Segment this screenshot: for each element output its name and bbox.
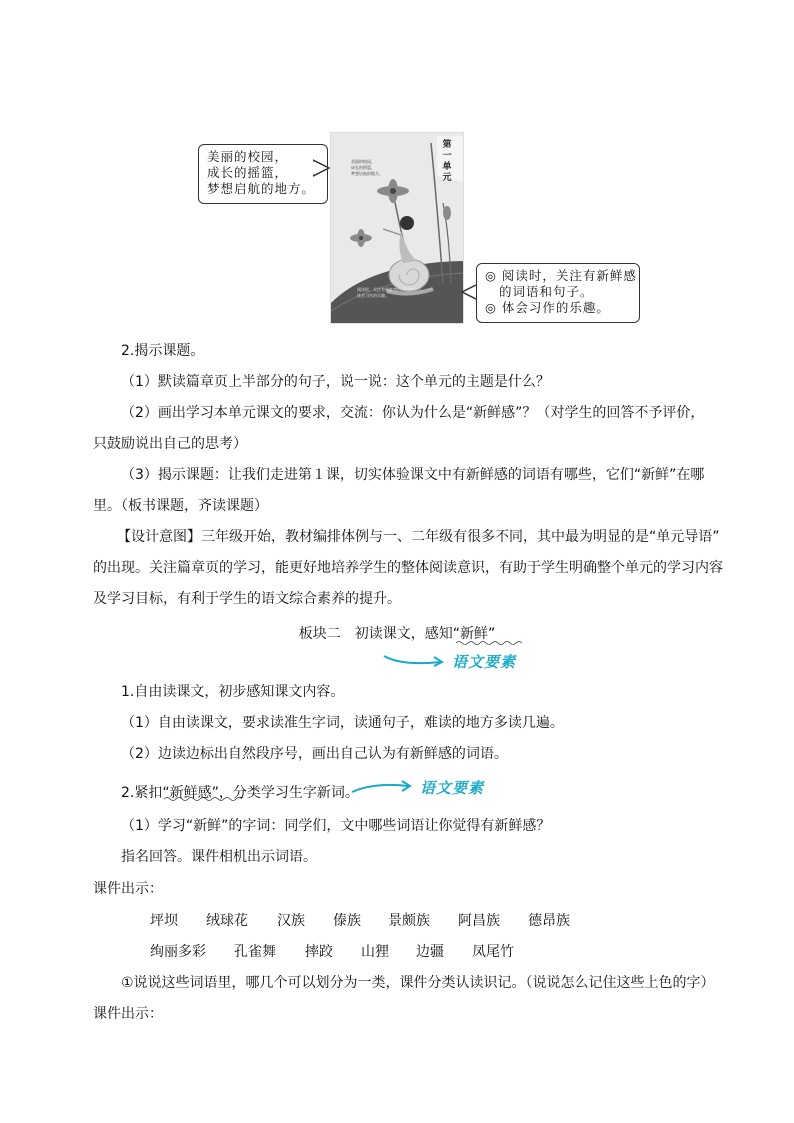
unit-label: 第一单元 <box>442 140 452 183</box>
panel-text-bottom <box>357 287 425 299</box>
paragraph: （3）揭示课题：让我们走进第１课，切实体验课文中有新鲜感的词语有哪些，它们“新鲜”在哪 <box>121 467 705 483</box>
paragraph: ①说说这些词语里，哪几个可以划分为一类，课件分类认读识记。（说说怎么记住这些上色的字） <box>121 975 715 991</box>
bubble-line: 成长的摇篮， <box>207 165 289 180</box>
design-intent: 【设计意图】三年级开始，教材编排体例与一、二年级有很多不同，其中最为明显的是“单元导语” <box>117 529 720 545</box>
vocab-word: 坪坝 <box>150 913 178 929</box>
speech-bubble-left <box>198 144 328 204</box>
panel-line: 体会习作的乐趣。 <box>357 293 389 298</box>
panel-line: 美丽的校园， <box>351 159 375 164</box>
item-1: 1.自由读课文，初步感知课文内容。 <box>121 684 345 700</box>
item-2: 2.紧扣“新鲜感”，分类学习生字新词。 <box>121 785 359 801</box>
arrow-icon <box>350 780 416 796</box>
speech-bubble-right <box>476 263 640 323</box>
language-element-tag: 语文要素 <box>420 779 485 797</box>
vocab-word: 德昂族 <box>528 913 570 929</box>
paragraph: 只鼓励说出自己的思考） <box>93 436 247 452</box>
language-element-tag: 语文要素 <box>452 653 517 671</box>
vocab-word: 山狸 <box>361 944 389 960</box>
wavy-underline <box>164 796 244 802</box>
vocab-word: 孔雀舞 <box>234 944 276 960</box>
paragraph: （1）自由读课文，要求读准生字词，读通句子，难读的地方多读几遍。 <box>121 715 564 731</box>
vocab-word: 阿昌族 <box>458 913 500 929</box>
paragraph: 指名回答。课件相机出示词语。 <box>121 849 317 865</box>
section-title: 板块二 初读课文，感知“新鲜” <box>298 626 496 642</box>
panel-line: 梦想启航的地方。 <box>351 171 383 176</box>
bubble-line: 美丽的校园， <box>207 149 289 164</box>
vocab-word: 绒球花 <box>206 913 248 929</box>
vocab-word: 边疆 <box>416 944 444 960</box>
vocab-word: 傣族 <box>333 913 361 929</box>
vocab-word: 凤尾竹 <box>472 944 514 960</box>
wavy-underline <box>456 640 526 646</box>
paragraph: （2）边读边标出自然段序号，画出自己认为有新鲜感的词语。 <box>121 746 508 762</box>
paragraph: （2）画出学习本单元课文的要求，交流：你认为什么是“新鲜感”？（对学生的回答不予评价， <box>121 405 705 421</box>
paragraph: 里。（板书课题，齐读课题） <box>93 498 268 514</box>
design-intent: 及学习目标，有利于学生的语文综合素养的提升。 <box>93 591 401 607</box>
panel-text-top <box>351 159 383 177</box>
paragraph: （1）默读篇章页上半部分的句子，说一说：这个单元的主题是什么？ <box>121 374 550 390</box>
paragraph: （1）学习“新鲜”的字词：同学们，文中哪些词语让你觉得有新鲜感？ <box>121 818 551 834</box>
bubble-line: 的词语和句子。 <box>499 284 594 299</box>
vocab-word: 汉族 <box>277 913 305 929</box>
arrow-icon <box>382 652 448 668</box>
vocab-word: 绚丽多彩 <box>150 944 206 960</box>
courseware-label: 课件出示： <box>93 881 163 897</box>
design-intent: 的出现。关注篇章页的学习，能更好地培养学生的整体阅读意识，有助于学生明确整个单元的学习内容 <box>93 560 723 576</box>
courseware-label: 课件出示： <box>93 1006 163 1022</box>
item-2-reveal-title: 2.揭示课题。 <box>121 343 205 359</box>
panel-line: 成长的摇篮， <box>351 165 375 170</box>
bubble-line: ◎ 阅读时，关注有新鲜感 <box>485 268 637 283</box>
panel-line: 阅读时，关注有新鲜感的词语和句子。 <box>357 287 425 292</box>
vocab-word: 摔跤 <box>305 944 333 960</box>
vocab-word: 景颇族 <box>388 913 430 929</box>
bubble-line: 梦想启航的地方。 <box>207 181 316 196</box>
bubble-line: ◎ 体会习作的乐趣。 <box>485 300 610 315</box>
